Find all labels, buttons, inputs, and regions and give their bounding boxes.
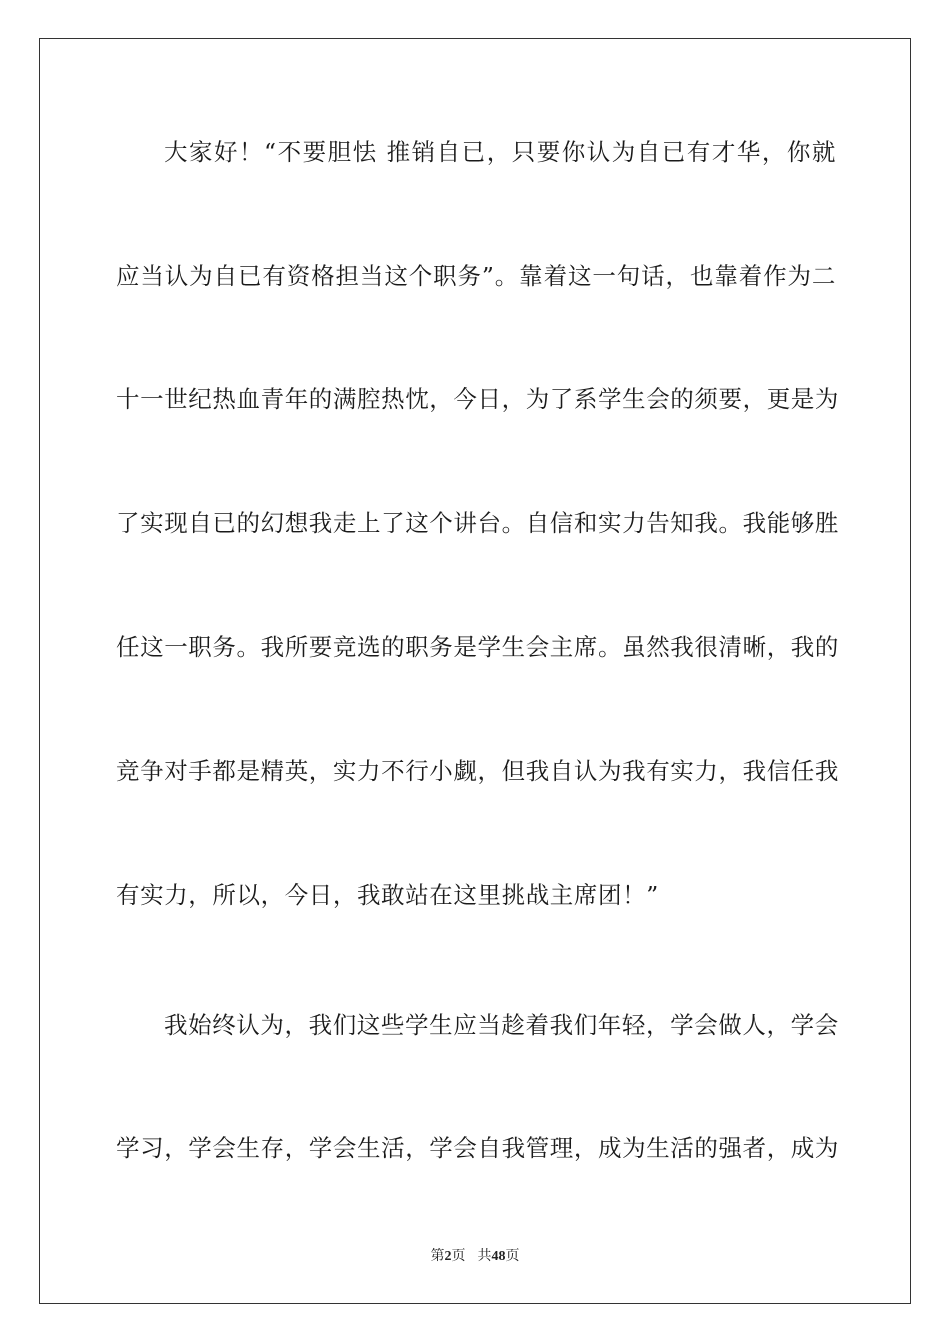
paragraph-line-9: 学习，学会生存，学会生活，学会自我管理，成为生活的强者，成为 — [116, 1134, 839, 1162]
paragraph-line-4: 了实现自已的幻想我走上了这个讲台。自信和实力告知我。我能够胜 — [116, 509, 839, 537]
paragraph-line-3: 十一世纪热血青年的满腔热忱，今日，为了系学生会的须要，更是为 — [116, 385, 839, 413]
footer-total-prefix: 共 — [477, 1248, 492, 1264]
page-border — [39, 38, 911, 1304]
paragraph-line-2: 应当认为自已有资格担当这个职务”。靠着这一句话，也靠着作为二 — [116, 262, 836, 290]
footer-page-suffix: 页 — [451, 1248, 466, 1264]
footer-page-number: 2 — [444, 1249, 452, 1264]
paragraph-line-6: 竞争对手都是精英，实力不行小觑，但我自认为我有实力，我信任我 — [116, 757, 839, 785]
paragraph-line-1: 大家好！“不要胆怯 推销自已，只要你认为自已有才华，你就 — [164, 138, 836, 166]
paragraph-line-8: 我始终认为，我们这些学生应当趁着我们年轻，学会做人，学会 — [164, 1011, 839, 1039]
footer-total-number: 48 — [491, 1249, 506, 1264]
footer-page-prefix: 第 — [430, 1248, 445, 1264]
page-footer — [0, 1247, 950, 1266]
footer-total-suffix: 页 — [505, 1248, 520, 1264]
paragraph-line-5: 任这一职务。我所要竞选的职务是学生会主席。虽然我很清晰，我的 — [116, 633, 839, 661]
paragraph-line-7: 有实力，所以，今日，我敢站在这里挑战主席团！” — [116, 881, 659, 909]
